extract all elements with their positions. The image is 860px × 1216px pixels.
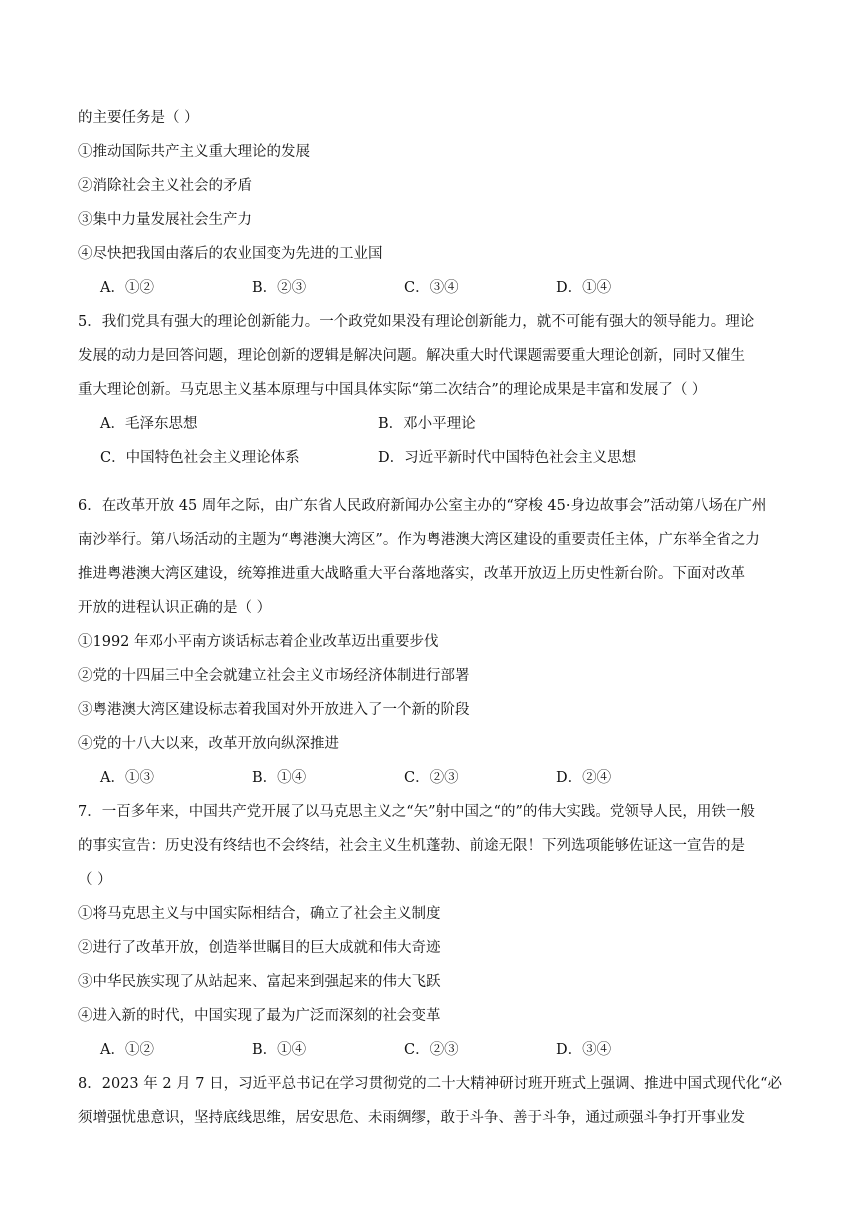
q8-stem-line-2: 须增强忧患意识，坚持底线思维，居安思危、未雨绸缪，敢于斗争、善于斗争，通过顽强斗争打开事业发 <box>78 1110 745 1126</box>
q5-options <box>78 414 790 482</box>
q6-option-c[interactable]: C．②③ <box>404 770 459 786</box>
q5-option-b[interactable]: B．邓小平理论 <box>378 416 476 432</box>
q4-option-d[interactable]: D．①④ <box>556 280 612 296</box>
q4-option-b[interactable]: B．②③ <box>252 280 307 296</box>
q4-stem-tail: 的主要任务是（ ） <box>78 110 199 126</box>
q6-item-3: ③粤港澳大湾区建设标志着我国对外开放进入了一个新的阶段 <box>78 702 470 718</box>
q5-stem-line-3: 重大理论创新。马克思主义基本原理与中国具体实际“第二次结合”的理论成果是丰富和发展了（ ） <box>78 382 707 398</box>
q6-item-4: ④党的十八大以来，改革开放向纵深推进 <box>78 736 339 752</box>
q6-options <box>78 768 790 788</box>
q8-stem-line-1: 8．2023 年 2 月 7 日，习近平总书记在学习贯彻党的二十大精神研讨班开班式上强调、推进中国式现代化“必 <box>78 1076 783 1092</box>
q7-option-d[interactable]: D．③④ <box>556 1042 612 1058</box>
q7-option-a[interactable]: A．①② <box>100 1042 154 1058</box>
q4-item-2: ②消除社会主义社会的矛盾 <box>78 178 252 194</box>
q8-stem <box>78 1074 790 1128</box>
q6-stem-line-4: 开放的进程认识正确的是（ ） <box>78 600 272 616</box>
q6-option-a[interactable]: A．①③ <box>100 770 154 786</box>
q5-stem-line-2: 发展的动力是回答问题，理论创新的逻辑是解决问题。解决重大时代课题需要重大理论创新，同时又催生 <box>78 348 745 364</box>
q5-stem <box>78 312 790 400</box>
q6-option-d[interactable]: D．②④ <box>556 770 612 786</box>
q7-item-3: ③中华民族实现了从站起来、富起来到强起来的伟大飞跃 <box>78 974 441 990</box>
q6-stem <box>78 496 790 618</box>
q7-stem-line-2: 的事实宣告：历史没有终结也不会终结，社会主义生机蓬勃、前途无限！下列选项能够佐证这一宣告的是 <box>78 838 745 854</box>
q7-stem <box>78 802 790 890</box>
q6-stem-line-3: 推进粤港澳大湾区建设，统筹推进重大战略重大平台落地落实，改革开放迈上历史性新台阶。下面对改革 <box>78 566 745 582</box>
q6-item-2: ②党的十四届三中全会就建立社会主义市场经济体制进行部署 <box>78 668 470 684</box>
q5-stem-line-1: 5．我们党具有强大的理论创新能力。一个政党如果没有理论创新能力，就不可能有强大的领导能力。理论 <box>78 314 755 330</box>
q4-options <box>78 278 790 298</box>
q6-item-1: ①1992 年邓小平南方谈话标志着企业改革迈出重要步伐 <box>78 634 439 650</box>
q5-option-d[interactable]: D．习近平新时代中国特色社会主义思想 <box>378 450 637 466</box>
q4-option-a[interactable]: A．①② <box>100 280 154 296</box>
q4-item-3: ③集中力量发展社会生产力 <box>78 212 252 228</box>
q7-option-b[interactable]: B．①④ <box>252 1042 307 1058</box>
q4-option-c[interactable]: C．③④ <box>404 280 459 296</box>
q6-stem-line-1: 6．在改革开放 45 周年之际，由广东省人民政府新闻办公室主办的“穿梭 45·身边故事会”活动第八场在广州 <box>78 498 767 514</box>
q7-item-2: ②进行了改革开放，创造举世瞩目的巨大成就和伟大奇迹 <box>78 940 441 956</box>
q5-option-c[interactable]: C．中国特色社会主义理论体系 <box>100 450 300 466</box>
q6-option-b[interactable]: B．①④ <box>252 770 307 786</box>
q7-option-c[interactable]: C．②③ <box>404 1042 459 1058</box>
q4-item-1: ①推动国际共产主义重大理论的发展 <box>78 144 310 160</box>
q4-item-4: ④尽快把我国由落后的农业国变为先进的工业国 <box>78 246 383 262</box>
q6-stem-line-2: 南沙举行。第八场活动的主题为“粤港澳大湾区”。作为粤港澳大湾区建设的重要责任主体，广东举全省之力 <box>78 532 760 548</box>
q5-option-a[interactable]: A．毛泽东思想 <box>100 416 198 432</box>
q7-stem-line-3: （ ） <box>78 872 112 888</box>
q7-item-1: ①将马克思主义与中国实际相结合，确立了社会主义制度 <box>78 906 441 922</box>
q7-item-4: ④进入新的时代，中国实现了最为广泛而深刻的社会变革 <box>78 1008 441 1024</box>
q7-stem-line-1: 7．一百多年来，中国共产党开展了以马克思主义之“矢”射中国之“的”的伟大实践。党领导人民，用铁一般 <box>78 804 755 820</box>
exam-page <box>78 108 790 1142</box>
q7-options <box>78 1040 790 1060</box>
